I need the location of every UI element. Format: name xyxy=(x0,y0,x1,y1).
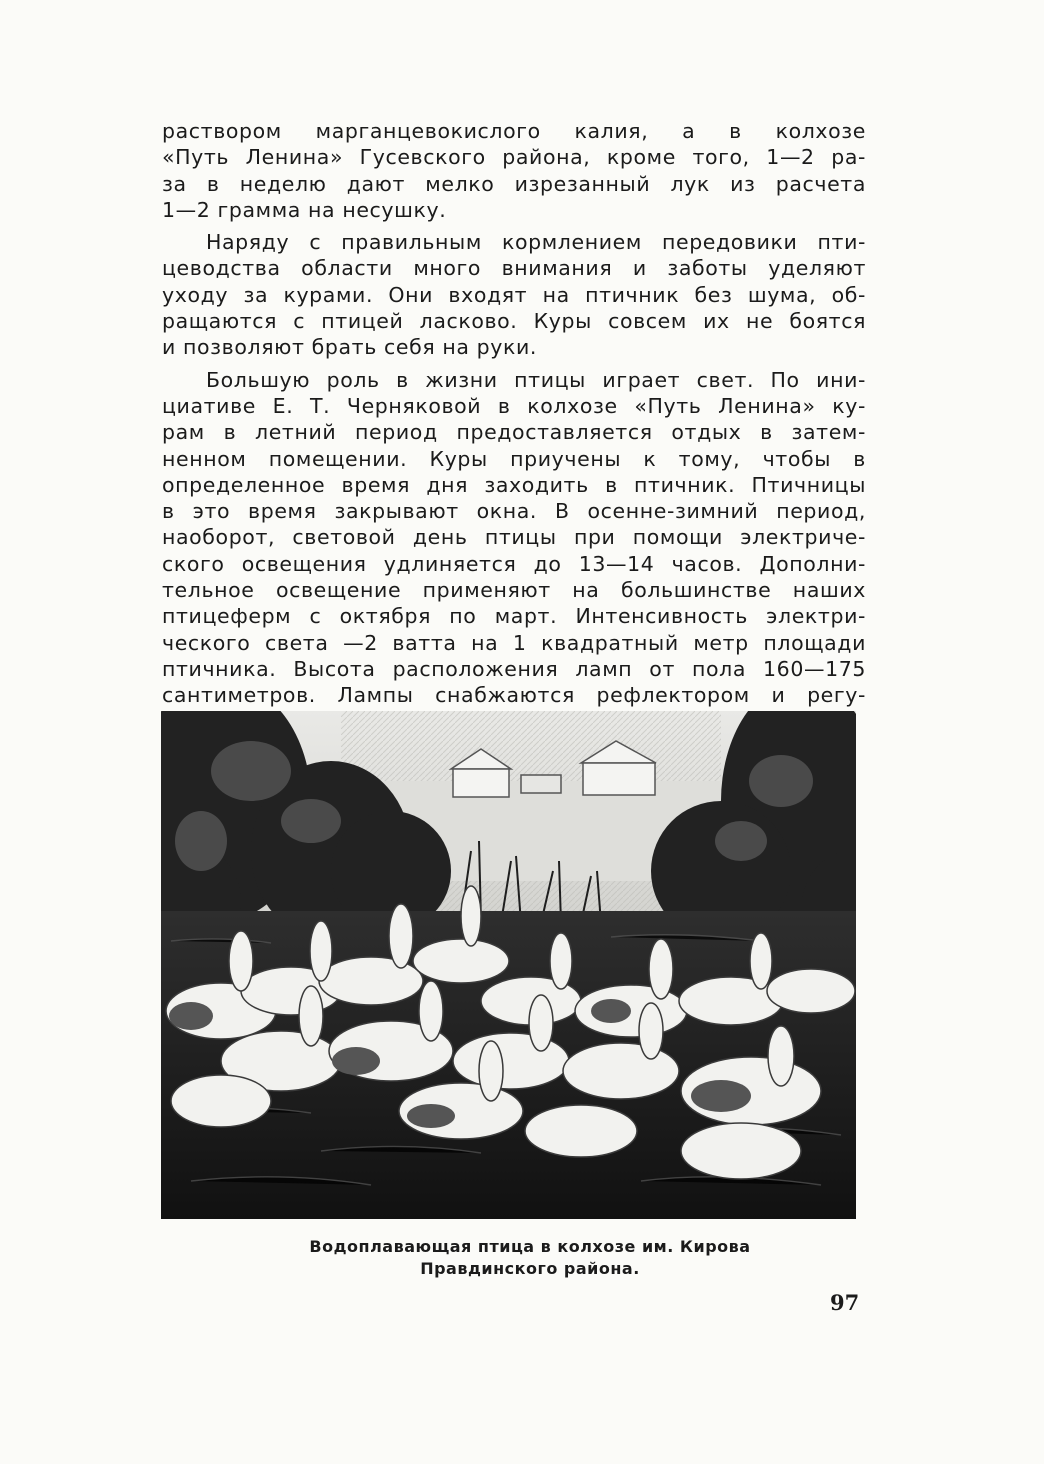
body-text xyxy=(162,118,866,709)
text-line: птичника. Высота расположения ламп от пола 160—175 xyxy=(162,656,866,681)
geese-photo xyxy=(161,711,856,1219)
text-line: за в неделю дают мелко изрезанный лук из расчета xyxy=(162,171,866,196)
geese-photo-illustration xyxy=(161,711,856,1219)
text-line: цеводства области много внимания и заботы уделяют xyxy=(162,256,866,281)
paragraph-3 xyxy=(162,367,866,709)
text-line: Большую роль в жизни птицы играет свет. По ини- xyxy=(206,367,866,392)
photo-caption xyxy=(260,1236,800,1280)
text-line: «Путь Ленина» Гусевского района, кроме того, 1—2 ра- xyxy=(162,145,866,170)
text-line: ского освещения удлиняется до 13—14 часов. Дополни- xyxy=(162,551,866,576)
text-line: ческого света —2 ватта на 1 квадратный метр площади xyxy=(162,630,866,655)
text-line: Наряду с правильным кормлением передовики пти- xyxy=(206,230,866,255)
paragraph-2 xyxy=(162,229,866,360)
text-line: раствором марганцевокислого калия, а в колхозе xyxy=(162,119,866,143)
text-line: наоборот, световой день птицы при помощи электриче- xyxy=(162,525,866,550)
paragraph-1 xyxy=(162,118,866,223)
text-line: тельное освещение применяют на большинстве наших xyxy=(162,578,866,603)
text-line: ненном помещении. Куры приучены к тому, чтобы в xyxy=(162,446,866,471)
caption-line-2: Правдинского района. xyxy=(420,1259,640,1278)
text-line: в это время закрывают окна. В осенне-зимний период, xyxy=(162,499,866,524)
text-line: уходу за курами. Они входят на птичник без шума, об- xyxy=(162,282,866,307)
text-line: птицеферм с октября по март. Интенсивность электри- xyxy=(162,604,866,629)
text-line: и позволяют брать себя на руки. xyxy=(162,335,538,360)
text-line: циативе Е. Т. Черняковой в колхозе «Путь Ленина» ку- xyxy=(162,393,866,418)
caption-line-1: Водоплавающая птица в колхозе им. Кирова xyxy=(309,1237,751,1256)
text-line: определенное время дня заходить в птичник. Птичницы xyxy=(162,472,866,497)
text-line: ращаются с птицей ласково. Куры совсем их не боятся xyxy=(162,309,866,334)
text-line: рам в летний период предоставляется отдых в затем- xyxy=(162,420,866,445)
text-line: 1—2 грамма на несушку. xyxy=(162,197,447,222)
page-number: 97 xyxy=(830,1290,860,1315)
text-line: сантиметров. Лампы снабжаются рефлектором и регу- xyxy=(162,683,866,708)
